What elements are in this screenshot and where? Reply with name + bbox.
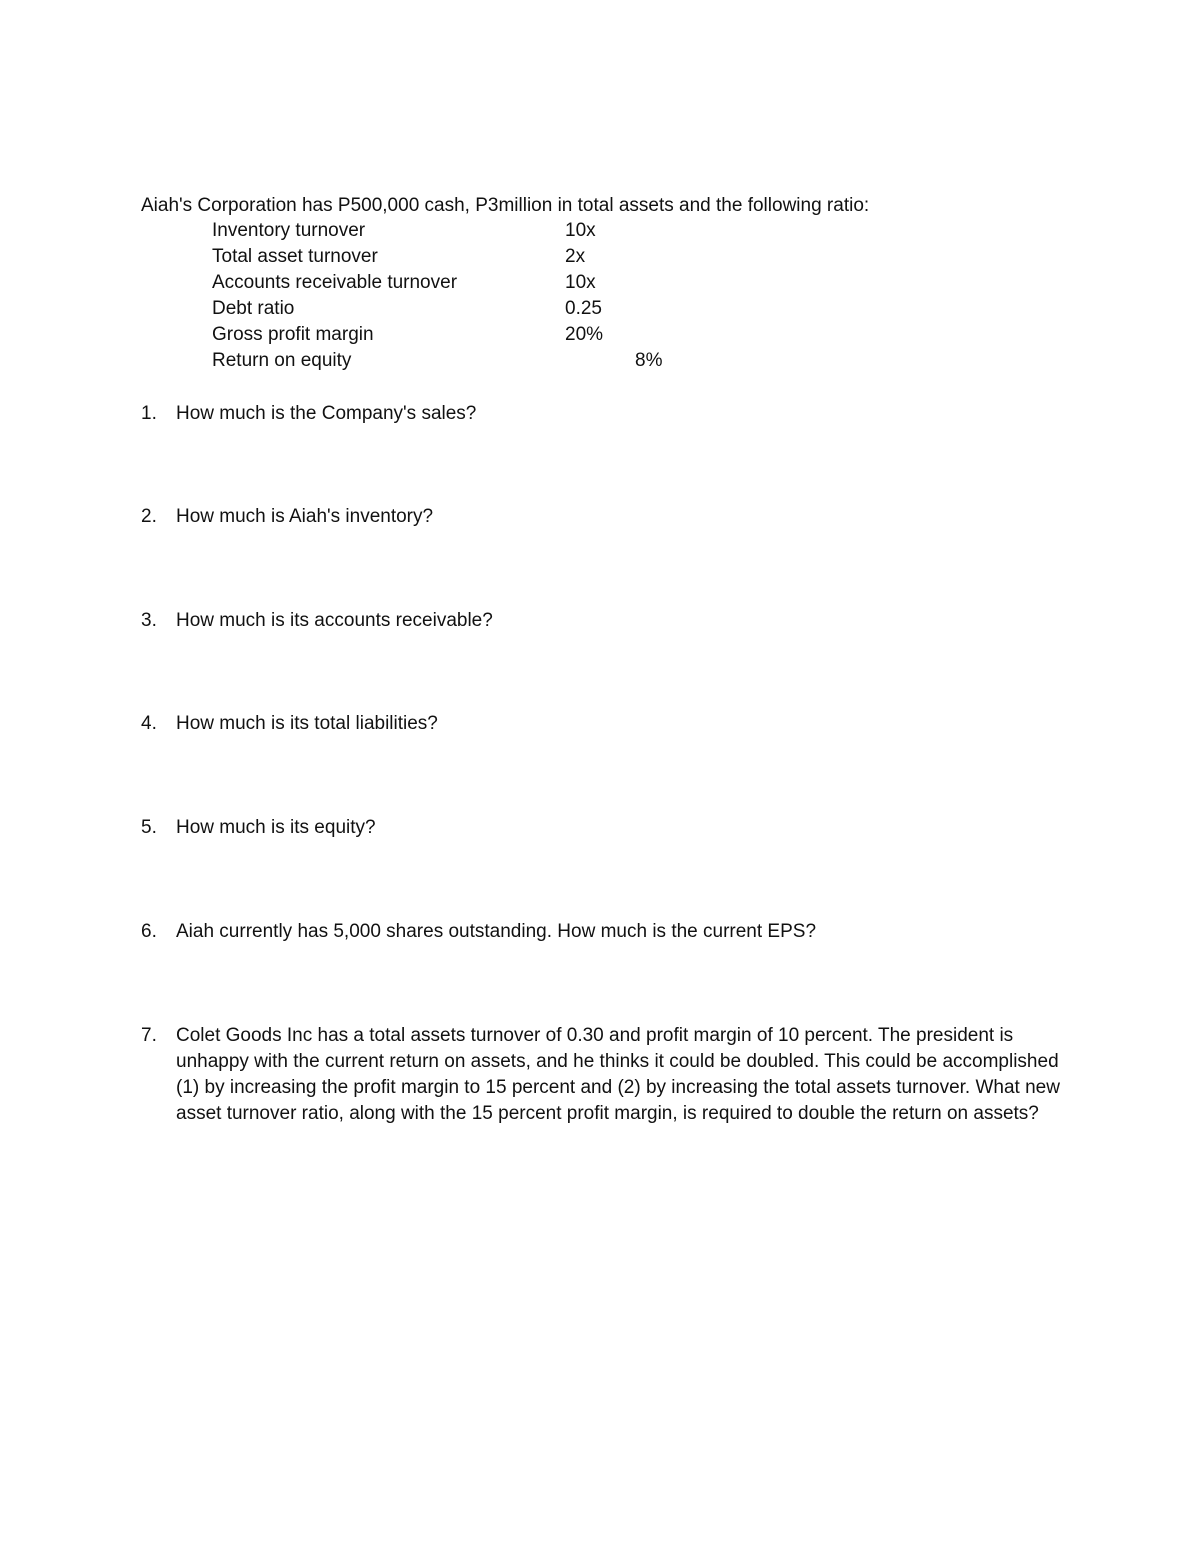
- ratio-label: Accounts receivable turnover: [212, 272, 458, 293]
- ratio-label: Debt ratio: [212, 298, 295, 319]
- question-6: [141, 919, 1071, 945]
- question-number: 4.: [141, 713, 157, 734]
- ratio-label: Gross profit margin: [212, 324, 374, 345]
- ratio-value: 2x: [565, 246, 586, 267]
- question-text: How much is its total liabilities?: [176, 713, 438, 734]
- question-number: 3.: [141, 610, 157, 631]
- question-number: 2.: [141, 506, 157, 527]
- ratio-value: 0.25: [565, 298, 602, 319]
- question-number: 6.: [141, 921, 157, 942]
- intro-paragraph: Aiah's Corporation has P500,000 cash, P3million in total assets and the following ratio:: [141, 195, 870, 216]
- ratio-label: Return on equity: [212, 350, 352, 371]
- ratio-value: 8%: [635, 350, 663, 371]
- question-text: How much is the Company's sales?: [176, 403, 477, 424]
- ratio-value: 10x: [565, 272, 596, 293]
- question-2: [141, 504, 1071, 530]
- ratio-label: Inventory turnover: [212, 220, 366, 241]
- question-1: [141, 401, 1071, 427]
- ratio-label: Total asset turnover: [212, 246, 378, 267]
- question-number: 5.: [141, 817, 157, 838]
- question-7: [141, 1023, 1071, 1127]
- ratio-value: 10x: [565, 220, 596, 241]
- question-number: 1.: [141, 403, 157, 424]
- question-text: Colet Goods Inc has a total assets turnover of 0.30 and profit margin of 10 percent. The president is unhappy with the current return on assets, and he thinks it could be doubled. This could be accomplished (1) by increasing the profit margin to 15 percent and (2) by increasing the total assets turnover. What new asset turnover ratio, along with the 15 percent profit margin, is required to double the return on assets?: [176, 1025, 1060, 1124]
- question-text: How much is Aiah's inventory?: [176, 506, 434, 527]
- question-5: [141, 815, 1071, 841]
- question-text: How much is its equity?: [176, 817, 376, 838]
- question-4: [141, 711, 1071, 737]
- question-number: 7.: [141, 1025, 157, 1046]
- ratio-value: 20%: [565, 324, 604, 345]
- question-text: How much is its accounts receivable?: [176, 610, 493, 631]
- question-text: Aiah currently has 5,000 shares outstanding. How much is the current EPS?: [176, 921, 817, 942]
- question-3: [141, 608, 1071, 634]
